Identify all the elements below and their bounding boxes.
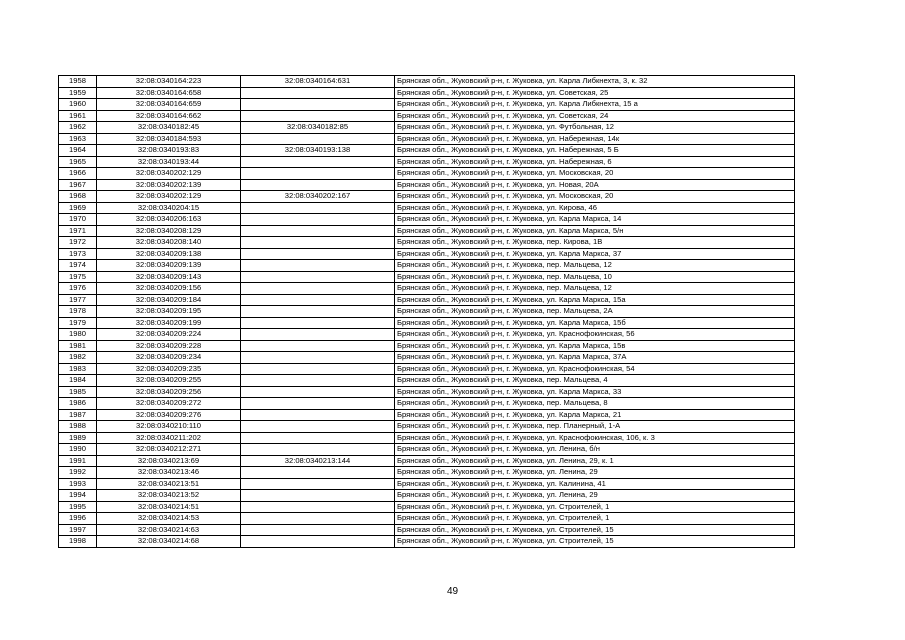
cadastral-number-cell: 32:08:0340209:156 [97, 283, 241, 295]
address-cell: Брянская обл., Жуковский р-н, г. Жуковка, ул. Набережная, 5 Б [395, 145, 795, 157]
row-number-cell: 1958 [59, 76, 97, 88]
address-cell: Брянская обл., Жуковский р-н, г. Жуковка, ул. Строителей, 15 [395, 536, 795, 548]
table-row [59, 536, 795, 548]
cadastral-number-cell: 32:08:0340164:223 [97, 76, 241, 88]
address-cell: Брянская обл., Жуковский р-н, г. Жуковка, ул. Карла Маркса, 37А [395, 352, 795, 364]
cadastral-number-cell: 32:08:0340213:51 [97, 478, 241, 490]
table-row [59, 133, 795, 145]
table-row [59, 398, 795, 410]
cadastral-number-cell: 32:08:0340214:68 [97, 536, 241, 548]
parent-cadastral-number-cell [241, 214, 395, 226]
cadastral-number-cell: 32:08:0340209:195 [97, 306, 241, 318]
cadastral-number-cell: 32:08:0340214:51 [97, 501, 241, 513]
table-row [59, 271, 795, 283]
cadastral-number-cell: 32:08:0340206:163 [97, 214, 241, 226]
parent-cadastral-number-cell [241, 409, 395, 421]
registry-table [58, 75, 795, 548]
table-row [59, 306, 795, 318]
parent-cadastral-number-cell [241, 478, 395, 490]
cadastral-number-cell: 32:08:0340209:139 [97, 260, 241, 272]
table-row [59, 501, 795, 513]
row-number-cell: 1966 [59, 168, 97, 180]
table-row [59, 375, 795, 387]
row-number-cell: 1992 [59, 467, 97, 479]
parent-cadastral-number-cell: 32:08:0340193:138 [241, 145, 395, 157]
row-number-cell: 1995 [59, 501, 97, 513]
address-cell: Брянская обл., Жуковский р-н, г. Жуковка, ул. Карла Маркса, 5/н [395, 225, 795, 237]
parent-cadastral-number-cell [241, 444, 395, 456]
table-row [59, 87, 795, 99]
row-number-cell: 1976 [59, 283, 97, 295]
address-cell: Брянская обл., Жуковский р-н, г. Жуковка, ул. Карла Либкнехта, 15 а [395, 99, 795, 111]
table-row [59, 513, 795, 525]
registry-table-body [59, 76, 795, 548]
table-row [59, 168, 795, 180]
address-cell: Брянская обл., Жуковский р-н, г. Жуковка, ул. Ленина, б/н [395, 444, 795, 456]
row-number-cell: 1977 [59, 294, 97, 306]
address-cell: Брянская обл., Жуковский р-н, г. Жуковка, пер. Мальцева, 12 [395, 260, 795, 272]
address-cell: Брянская обл., Жуковский р-н, г. Жуковка, ул. Карла Маркса, 21 [395, 409, 795, 421]
parent-cadastral-number-cell [241, 329, 395, 341]
parent-cadastral-number-cell [241, 490, 395, 502]
parent-cadastral-number-cell [241, 271, 395, 283]
table-row [59, 225, 795, 237]
row-number-cell: 1962 [59, 122, 97, 134]
cadastral-number-cell: 32:08:0340209:234 [97, 352, 241, 364]
cadastral-number-cell: 32:08:0340184:593 [97, 133, 241, 145]
cadastral-number-cell: 32:08:0340209:138 [97, 248, 241, 260]
row-number-cell: 1965 [59, 156, 97, 168]
parent-cadastral-number-cell [241, 248, 395, 260]
cadastral-number-cell: 32:08:0340164:659 [97, 99, 241, 111]
cadastral-number-cell: 32:08:0340208:129 [97, 225, 241, 237]
cadastral-number-cell: 32:08:0340214:63 [97, 524, 241, 536]
table-row [59, 421, 795, 433]
table-row [59, 248, 795, 260]
address-cell: Брянская обл., Жуковский р-н, г. Жуковка, пер. Кирова, 1В [395, 237, 795, 249]
address-cell: Брянская обл., Жуковский р-н, г. Жуковка, ул. Советская, 25 [395, 87, 795, 99]
row-number-cell: 1991 [59, 455, 97, 467]
table-row [59, 386, 795, 398]
address-cell: Брянская обл., Жуковский р-н, г. Жуковка, ул. Строителей, 15 [395, 524, 795, 536]
cadastral-number-cell: 32:08:0340164:662 [97, 110, 241, 122]
address-cell: Брянская обл., Жуковский р-н, г. Жуковка, ул. Новая, 20А [395, 179, 795, 191]
cadastral-number-cell: 32:08:0340182:45 [97, 122, 241, 134]
parent-cadastral-number-cell [241, 133, 395, 145]
address-cell: Брянская обл., Жуковский р-н, г. Жуковка, ул. Краснофокинская, 106, к. 3 [395, 432, 795, 444]
table-row [59, 202, 795, 214]
parent-cadastral-number-cell [241, 260, 395, 272]
table-row [59, 409, 795, 421]
parent-cadastral-number-cell [241, 421, 395, 433]
row-number-cell: 1981 [59, 340, 97, 352]
table-row [59, 214, 795, 226]
address-cell: Брянская обл., Жуковский р-н, г. Жуковка, ул. Карла Маркса, 15б [395, 317, 795, 329]
parent-cadastral-number-cell [241, 536, 395, 548]
row-number-cell: 1978 [59, 306, 97, 318]
table-row [59, 145, 795, 157]
row-number-cell: 1967 [59, 179, 97, 191]
row-number-cell: 1968 [59, 191, 97, 203]
address-cell: Брянская обл., Жуковский р-н, г. Жуковка, ул. Футбольная, 12 [395, 122, 795, 134]
table-row [59, 156, 795, 168]
address-cell: Брянская обл., Жуковский р-н, г. Жуковка, пер. Мальцева, 10 [395, 271, 795, 283]
row-number-cell: 1983 [59, 363, 97, 375]
row-number-cell: 1970 [59, 214, 97, 226]
address-cell: Брянская обл., Жуковский р-н, г. Жуковка, ул. Московская, 20 [395, 191, 795, 203]
cadastral-number-cell: 32:08:0340209:235 [97, 363, 241, 375]
address-cell: Брянская обл., Жуковский р-н, г. Жуковка, ул. Строителей, 1 [395, 513, 795, 525]
row-number-cell: 1971 [59, 225, 97, 237]
row-number-cell: 1990 [59, 444, 97, 456]
cadastral-number-cell: 32:08:0340209:276 [97, 409, 241, 421]
address-cell: Брянская обл., Жуковский р-н, г. Жуковка, ул. Советская, 24 [395, 110, 795, 122]
table-row [59, 340, 795, 352]
address-cell: Брянская обл., Жуковский р-н, г. Жуковка, ул. Карла Маркса, 37 [395, 248, 795, 260]
cadastral-number-cell: 32:08:0340202:139 [97, 179, 241, 191]
row-number-cell: 1998 [59, 536, 97, 548]
table-row [59, 363, 795, 375]
cadastral-number-cell: 32:08:0340209:199 [97, 317, 241, 329]
parent-cadastral-number-cell: 32:08:0340202:167 [241, 191, 395, 203]
cadastral-number-cell: 32:08:0340202:129 [97, 168, 241, 180]
cadastral-number-cell: 32:08:0340213:69 [97, 455, 241, 467]
cadastral-number-cell: 32:08:0340193:44 [97, 156, 241, 168]
row-number-cell: 1969 [59, 202, 97, 214]
cadastral-number-cell: 32:08:0340209:255 [97, 375, 241, 387]
table-row [59, 455, 795, 467]
parent-cadastral-number-cell [241, 363, 395, 375]
cadastral-number-cell: 32:08:0340202:129 [97, 191, 241, 203]
parent-cadastral-number-cell [241, 168, 395, 180]
row-number-cell: 1982 [59, 352, 97, 364]
row-number-cell: 1974 [59, 260, 97, 272]
address-cell: Брянская обл., Жуковский р-н, г. Жуковка, ул. Кирова, 46 [395, 202, 795, 214]
address-cell: Брянская обл., Жуковский р-н, г. Жуковка, ул. Краснофокинская, 54 [395, 363, 795, 375]
table-row [59, 490, 795, 502]
cadastral-number-cell: 32:08:0340209:224 [97, 329, 241, 341]
parent-cadastral-number-cell [241, 432, 395, 444]
row-number-cell: 1980 [59, 329, 97, 341]
address-cell: Брянская обл., Жуковский р-н, г. Жуковка, ул. Краснофокинская, 56 [395, 329, 795, 341]
table-row [59, 76, 795, 88]
cadastral-number-cell: 32:08:0340209:143 [97, 271, 241, 283]
parent-cadastral-number-cell [241, 87, 395, 99]
address-cell: Брянская обл., Жуковский р-н, г. Жуковка, пер. Мальцева, 12 [395, 283, 795, 295]
parent-cadastral-number-cell [241, 524, 395, 536]
address-cell: Брянская обл., Жуковский р-н, г. Жуковка, ул. Строителей, 1 [395, 501, 795, 513]
table-row [59, 524, 795, 536]
parent-cadastral-number-cell [241, 386, 395, 398]
parent-cadastral-number-cell [241, 467, 395, 479]
parent-cadastral-number-cell [241, 225, 395, 237]
row-number-cell: 1989 [59, 432, 97, 444]
address-cell: Брянская обл., Жуковский р-н, г. Жуковка, ул. Московская, 20 [395, 168, 795, 180]
row-number-cell: 1973 [59, 248, 97, 260]
parent-cadastral-number-cell: 32:08:0340182:85 [241, 122, 395, 134]
table-row [59, 99, 795, 111]
address-cell: Брянская обл., Жуковский р-н, г. Жуковка, ул. Калинина, 41 [395, 478, 795, 490]
row-number-cell: 1964 [59, 145, 97, 157]
cadastral-number-cell: 32:08:0340209:228 [97, 340, 241, 352]
row-number-cell: 1972 [59, 237, 97, 249]
address-cell: Брянская обл., Жуковский р-н, г. Жуковка, ул. Набережная, 6 [395, 156, 795, 168]
cadastral-number-cell: 32:08:0340214:53 [97, 513, 241, 525]
table-row [59, 237, 795, 249]
row-number-cell: 1993 [59, 478, 97, 490]
address-cell: Брянская обл., Жуковский р-н, г. Жуковка, ул. Карла Маркса, 15в [395, 340, 795, 352]
row-number-cell: 1996 [59, 513, 97, 525]
row-number-cell: 1959 [59, 87, 97, 99]
parent-cadastral-number-cell [241, 179, 395, 191]
cadastral-number-cell: 32:08:0340213:52 [97, 490, 241, 502]
table-row [59, 432, 795, 444]
table-row [59, 352, 795, 364]
table-row [59, 260, 795, 272]
parent-cadastral-number-cell [241, 99, 395, 111]
row-number-cell: 1997 [59, 524, 97, 536]
row-number-cell: 1961 [59, 110, 97, 122]
row-number-cell: 1994 [59, 490, 97, 502]
address-cell: Брянская обл., Жуковский р-н, г. Жуковка, ул. Карла Либкнехта, 3, к. 32 [395, 76, 795, 88]
table-row [59, 329, 795, 341]
cadastral-number-cell: 32:08:0340209:256 [97, 386, 241, 398]
cadastral-number-cell: 32:08:0340208:140 [97, 237, 241, 249]
parent-cadastral-number-cell [241, 398, 395, 410]
address-cell: Брянская обл., Жуковский р-н, г. Жуковка, ул. Карла Маркса, 15а [395, 294, 795, 306]
address-cell: Брянская обл., Жуковский р-н, г. Жуковка, ул. Карла Маркса, 14 [395, 214, 795, 226]
cadastral-number-cell: 32:08:0340209:272 [97, 398, 241, 410]
cadastral-number-cell: 32:08:0340164:658 [97, 87, 241, 99]
cadastral-number-cell: 32:08:0340213:46 [97, 467, 241, 479]
parent-cadastral-number-cell [241, 317, 395, 329]
table-row [59, 478, 795, 490]
address-cell: Брянская обл., Жуковский р-н, г. Жуковка, пер. Мальцева, 4 [395, 375, 795, 387]
address-cell: Брянская обл., Жуковский р-н, г. Жуковка, пер. Мальцева, 2А [395, 306, 795, 318]
row-number-cell: 1963 [59, 133, 97, 145]
parent-cadastral-number-cell [241, 340, 395, 352]
parent-cadastral-number-cell [241, 156, 395, 168]
parent-cadastral-number-cell: 32:08:0340213:144 [241, 455, 395, 467]
address-cell: Брянская обл., Жуковский р-н, г. Жуковка, ул. Набережная, 14к [395, 133, 795, 145]
cadastral-number-cell: 32:08:0340193:83 [97, 145, 241, 157]
address-cell: Брянская обл., Жуковский р-н, г. Жуковка, пер. Мальцева, 8 [395, 398, 795, 410]
row-number-cell: 1975 [59, 271, 97, 283]
address-cell: Брянская обл., Жуковский р-н, г. Жуковка, ул. Карла Маркса, 33 [395, 386, 795, 398]
parent-cadastral-number-cell [241, 513, 395, 525]
address-cell: Брянская обл., Жуковский р-н, г. Жуковка, ул. Ленина, 29, к. 1 [395, 455, 795, 467]
table-row [59, 283, 795, 295]
row-number-cell: 1987 [59, 409, 97, 421]
table-row [59, 122, 795, 134]
page-number: 49 [446, 586, 459, 597]
table-row [59, 179, 795, 191]
cadastral-number-cell: 32:08:0340204:15 [97, 202, 241, 214]
parent-cadastral-number-cell [241, 237, 395, 249]
cadastral-number-cell: 32:08:0340210:110 [97, 421, 241, 433]
address-cell: Брянская обл., Жуковский р-н, г. Жуковка, ул. Ленина, 29 [395, 467, 795, 479]
table-row [59, 191, 795, 203]
table-row [59, 110, 795, 122]
parent-cadastral-number-cell [241, 202, 395, 214]
table-row [59, 294, 795, 306]
parent-cadastral-number-cell [241, 352, 395, 364]
table-row [59, 317, 795, 329]
cadastral-number-cell: 32:08:0340209:184 [97, 294, 241, 306]
row-number-cell: 1986 [59, 398, 97, 410]
address-cell: Брянская обл., Жуковский р-н, г. Жуковка, ул. Ленина, 29 [395, 490, 795, 502]
parent-cadastral-number-cell: 32:08:0340164:631 [241, 76, 395, 88]
parent-cadastral-number-cell [241, 110, 395, 122]
table-row [59, 467, 795, 479]
row-number-cell: 1984 [59, 375, 97, 387]
row-number-cell: 1988 [59, 421, 97, 433]
parent-cadastral-number-cell [241, 501, 395, 513]
cadastral-number-cell: 32:08:0340212:271 [97, 444, 241, 456]
parent-cadastral-number-cell [241, 283, 395, 295]
address-cell: Брянская обл., Жуковский р-н, г. Жуковка, пер. Планерный, 1-А [395, 421, 795, 433]
row-number-cell: 1979 [59, 317, 97, 329]
parent-cadastral-number-cell [241, 375, 395, 387]
parent-cadastral-number-cell [241, 294, 395, 306]
parent-cadastral-number-cell [241, 306, 395, 318]
row-number-cell: 1985 [59, 386, 97, 398]
cadastral-number-cell: 32:08:0340211:202 [97, 432, 241, 444]
table-row [59, 444, 795, 456]
row-number-cell: 1960 [59, 99, 97, 111]
